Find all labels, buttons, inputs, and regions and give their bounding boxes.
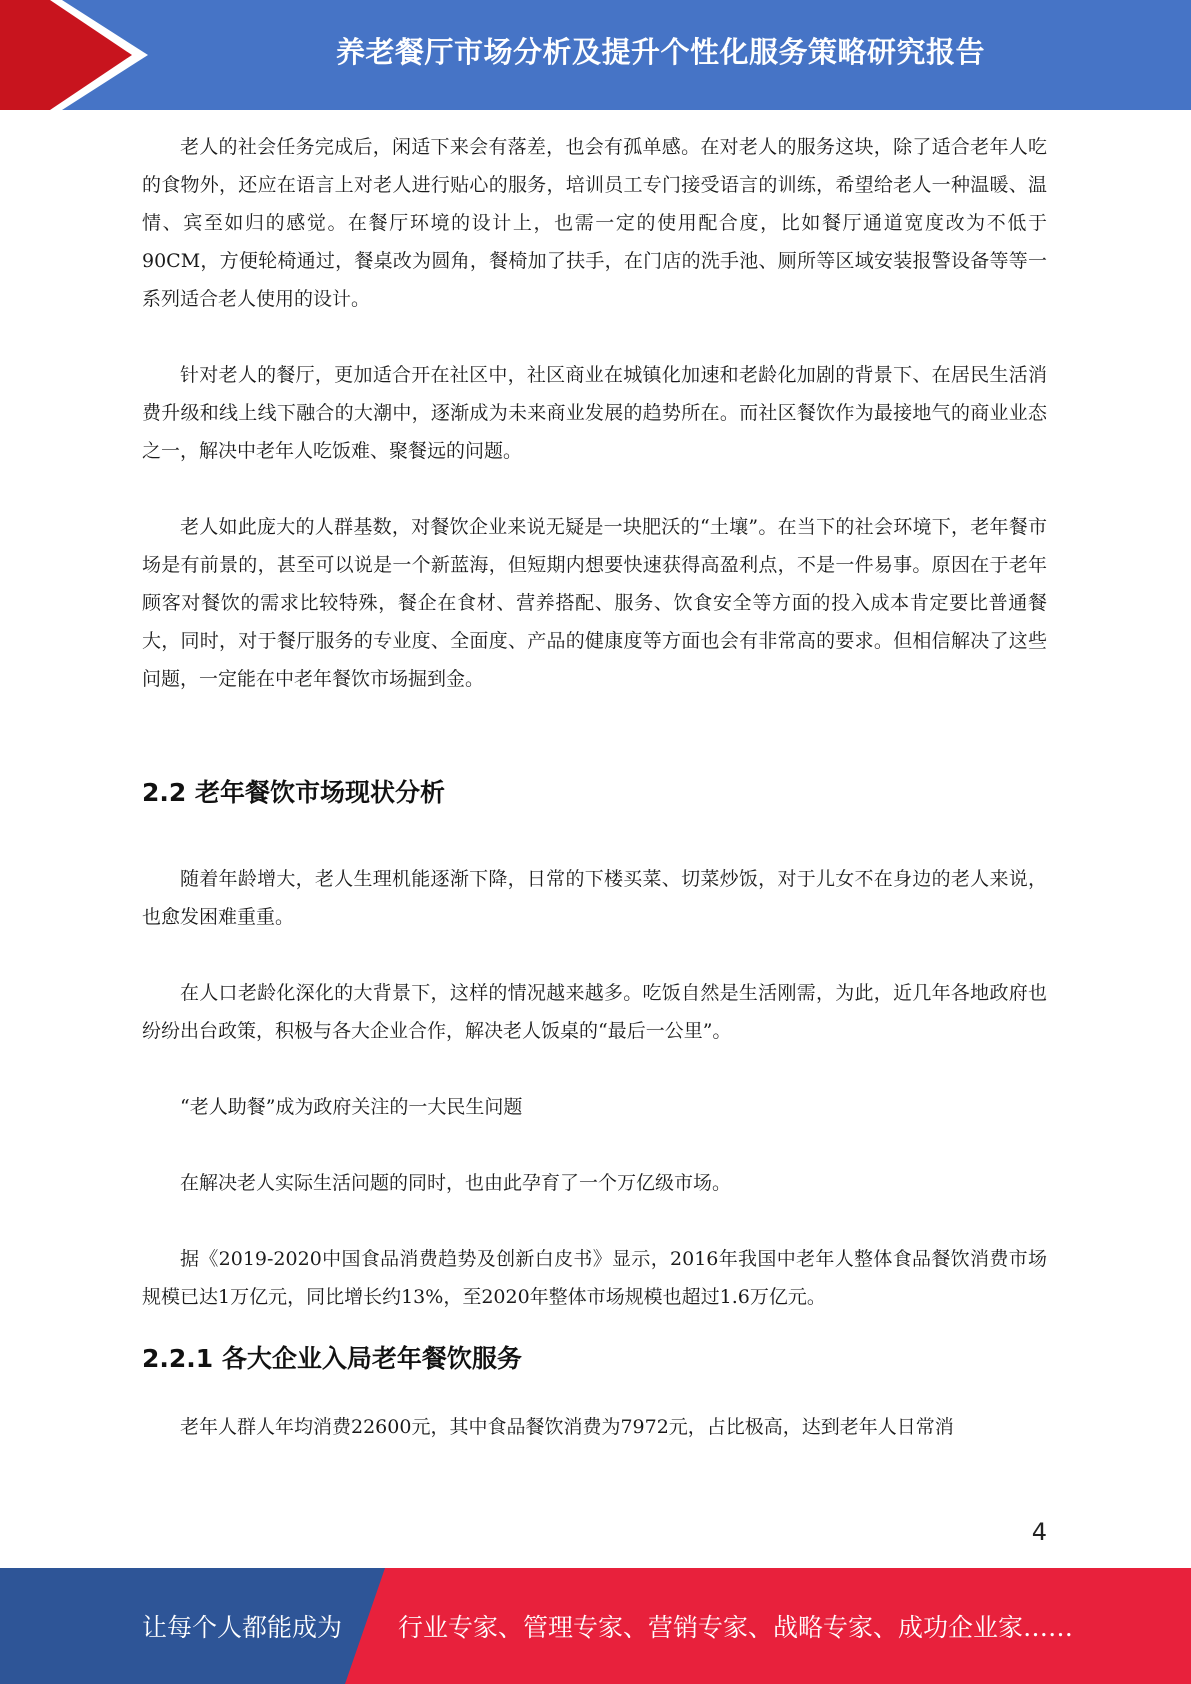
report-title: 养老餐厅市场分析及提升个性化服务策略研究报告 xyxy=(335,34,985,69)
paragraph-community-dining: 针对老人的餐厅，更加适合开在社区中，社区商业在城镇化加速和老龄化加剧的背景下、在居民生活消费升级和线上线下融合的大潮中，逐渐成为未来商业发展的趋势所在。而社区餐饮作为最接地气的商业业态之一，解决中老年人吃饭难、聚餐远的问题。 xyxy=(142,364,1047,462)
paragraph-trillion-market: 在解决老人实际生活问题的同时，也由此孕育了一个万亿级市场。 xyxy=(180,1172,732,1194)
section-heading-2-2-1: 2.2.1 各大企业入局老年餐饮服务 xyxy=(142,1344,522,1373)
paragraph-consumption-stats: 老年人群人年均消费22600元，其中食品餐饮消费为7972元，占比极高，达到老年人日常消 xyxy=(180,1416,954,1438)
page-number: 4 xyxy=(1031,1518,1047,1546)
paragraph-service-design: 老人的社会任务完成后，闲适下来会有落差，也会有孤单感。在对老人的服务这块，除了适合老年人吃的食物外，还应在语言上对老人进行贴心的服务，培训员工专门接受语言的训练，希望给老人一种温暖、温情、宾至如归的感觉。在餐厅环境的设计上，也需一定的使用配合度，比如餐厅通道宽度改为不低于90CM，方便轮椅通过，餐桌改为圆角，餐椅加了扶手，在门店的洗手池、厕所等区域安装报警设备等等一系列适合老人使用的设计。 xyxy=(142,136,1047,310)
paragraph-aging-difficulties: 随着年龄增大，老人生理机能逐渐下降，日常的下楼买菜、切菜炒饭，对于儿女不在身边的老人来说，也愈发困难重重。 xyxy=(142,868,1047,928)
paragraph-elder-meal-assistance: “老人助餐”成为政府关注的一大民生问题 xyxy=(180,1096,523,1118)
page-footer xyxy=(0,1568,1191,1684)
footer-slogan-right: 行业专家、管理专家、营销专家、战略专家、成功企业家…… xyxy=(398,1613,1074,1642)
paragraph-white-paper-stats: 据《2019-2020中国食品消费趋势及创新白皮书》显示，2016年我国中老年人整体食品餐饮消费市场规模已达1万亿元，同比增长约13%，至2020年整体市场规模也超过1.6万亿元。 xyxy=(142,1248,1047,1308)
page-content xyxy=(142,128,1047,1446)
footer-slogan-left: 让每个人都能成为 xyxy=(142,1613,343,1642)
paragraph-government-policy: 在人口老龄化深化的大背景下，这样的情况越来越多。吃饭自然是生活刚需，为此，近几年各地政府也纷纷出台政策，积极与各大企业合作，解决老人饭桌的“最后一公里”。 xyxy=(142,982,1047,1042)
paragraph-market-prospects: 老人如此庞大的人群基数，对餐饮企业来说无疑是一块肥沃的“土壤”。在当下的社会环境下，老年餐市场是有前景的，甚至可以说是一个新蓝海，但短期内想要快速获得高盈利点，不是一件易事。原因在于老年顾客对餐饮的需求比较特殊，餐企在食材、营养搭配、服务、饮食安全等方面的投入成本肯定要比普通餐大，同时，对于餐厅服务的专业度、全面度、产品的健康度等方面也会有非常高的要求。但相信解决了这些问题，一定能在中老年餐饮市场掘到金。 xyxy=(142,516,1047,690)
section-heading-2-2: 2.2 老年餐饮市场现状分析 xyxy=(142,778,445,807)
page-header xyxy=(0,0,1191,110)
